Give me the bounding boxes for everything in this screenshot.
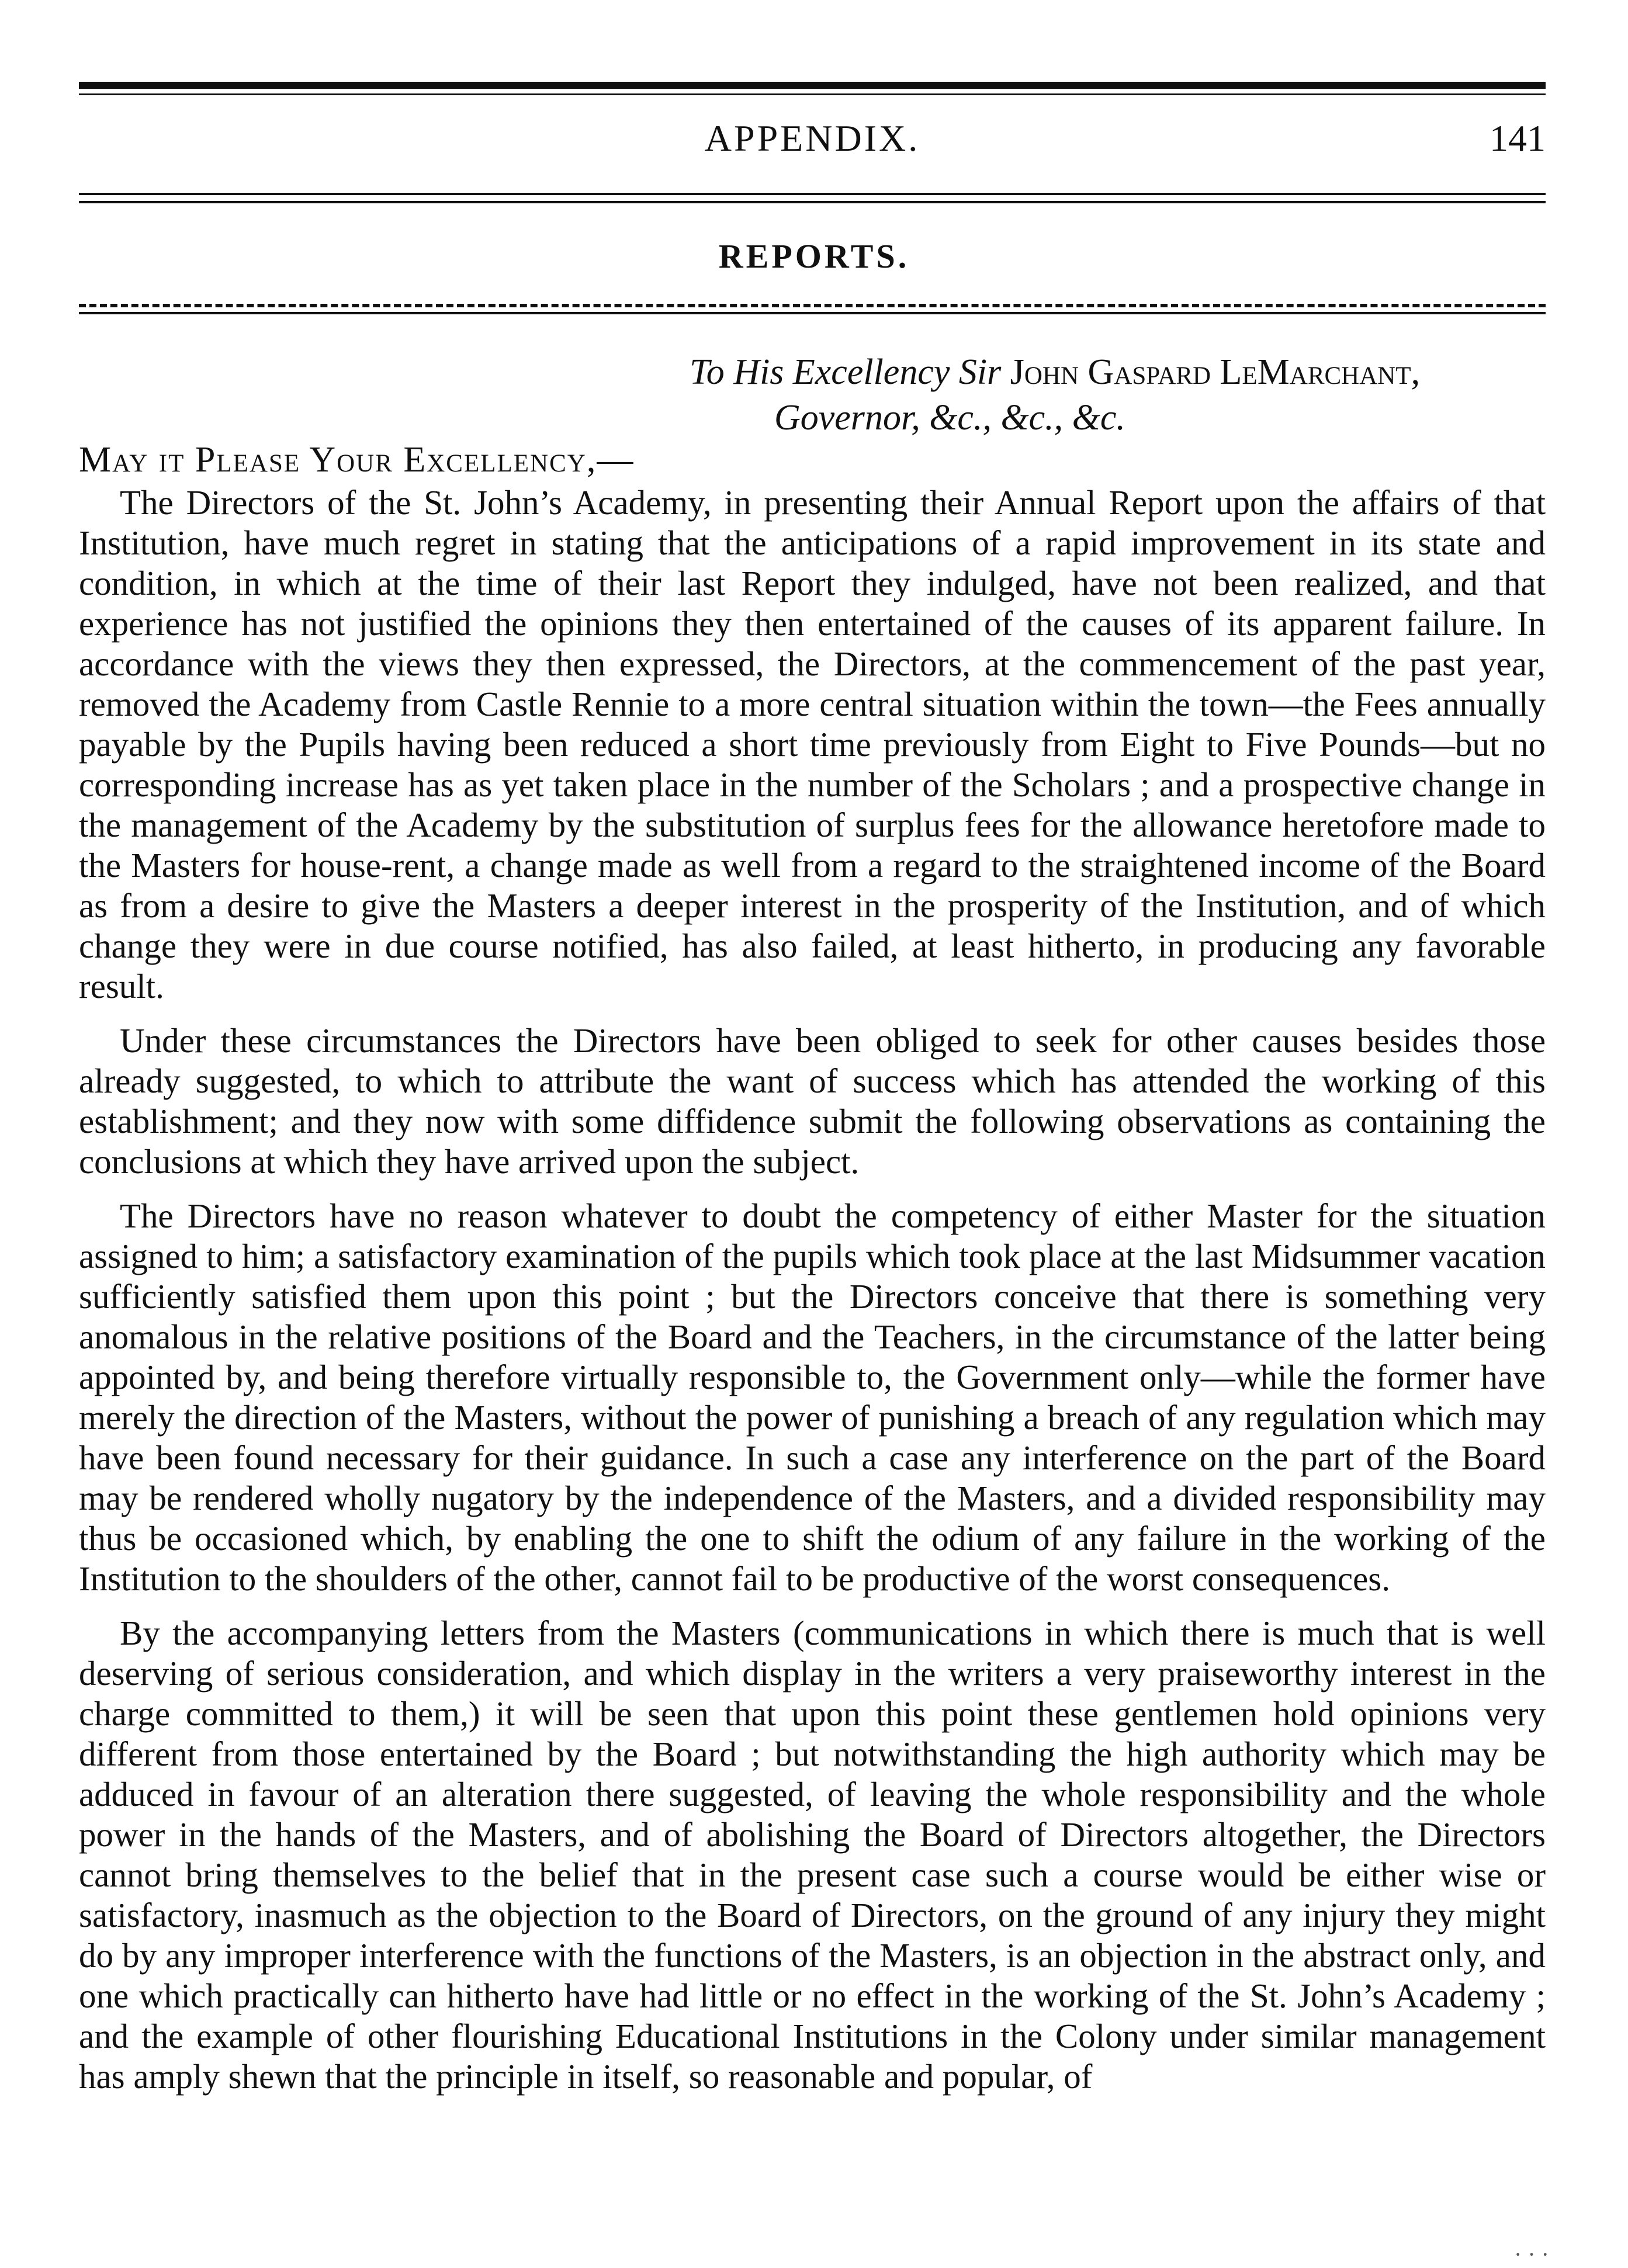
address-title: Governor, &c., &c., &c.	[774, 398, 1125, 438]
salutation: May it Please Your Excellency,—	[79, 440, 635, 480]
page-number: 141	[1490, 117, 1546, 159]
print-mark: · · ·	[1514, 2241, 1549, 2267]
address-name: John Gaspard LeMarchant,	[1010, 352, 1421, 392]
section-rule	[79, 312, 1546, 314]
address-to: To His Excellency Sir	[690, 352, 1002, 392]
paragraph-3: The Directors have no reason whatever to doubt the competency of either Master for the situation assigned to him; a satisfactory examination of the pupils which took place at the last Midsummer vacation sufficiently satisfied them upon this point ; but the Directors conceive that there is something very anomalous in the relative positions of the Board and the Teachers, in the circumstance of the latter being appointed by, and being therefore virtually responsible to, the Government only—while the former have merely the direction of the Masters, without the power of punishing a breach of any regulation which may have been found necessary for their guidance. In such a case any interference on the part of the Board may be rendered wholly nugatory by the independence of the Masters, and a divided responsibility may thus be occasioned which, by enabling the one to shift the odium of any failure in the working of the Institution to the shoulders of the other, cannot fail to be productive of the worst consequences.	[79, 1197, 1546, 1598]
address-line-1	[690, 349, 1549, 395]
address-block	[690, 349, 1549, 441]
top-rule-thin	[79, 93, 1546, 95]
paragraph-4: By the accompanying letters from the Masters (communications in which there is much that is well deserving of serious consideration, and which display in the writers a very praiseworthy interest in the charge committed to them,) it will be seen that upon this point these gentlemen hold opinions very different from those entertained by the Board ; but notwithstanding the high authority which may be adduced in favour of an alteration there suggested, of leaving the whole responsibility and the whole power in the hands of the Masters, and of abolishing the Board of Directors altogether, the Directors cannot bring themselves to the belief that in the present case such a course would be either wise or satisfactory, inasmuch as the objection to the Board of Directors, on the ground of any injury they might do by any improper interference with the functions of the Masters, is an objection in the abstract only, and one which practically can hitherto have had little or no effect in the working of the St. John’s Academy ; and the example of other flourishing Educational Institutions in the Colony under similar management has amply shewn that the principle in itself, so reasonable and popular, of	[79, 1614, 1546, 2096]
header-rule-upper	[79, 193, 1546, 195]
header-title: APPENDIX.	[704, 117, 920, 159]
section-title: REPORTS.	[718, 237, 910, 275]
section-dashed-rule	[79, 304, 1546, 307]
top-rule-thick	[79, 82, 1546, 89]
report-body	[79, 483, 1546, 2111]
paragraph-1: The Directors of the St. John’s Academy, in presenting their Annual Report upon the affairs of that Institution, have much regret in stating that the anticipations of a rapid improvement in its state and condition, in which at the time of their last Report they indulged, have not been realized, and that experience has not justified the opinions they then entertained of the causes of its apparent failure. In accordance with the views they then expressed, the Directors, at the commencement of the past year, removed the Academy from Castle Rennie to a more central situation within the town—the Fees annually payable by the Pupils having been reduced a short time previously from Eight to Five Pounds—but no corresponding increase has as yet taken place in the number of the Scholars ; and a prospective change in the management of the Academy by the substitution of surplus fees for the allowance heretofore made to the Masters for house-rent, a change made as well from a regard to the straightened income of the Board as from a desire to give the Masters a deeper interest in the prosperity of the Institution, and of which change they were in due course notified, has also failed, at least hitherto, in producing any favorable result.	[79, 483, 1546, 1005]
paragraph-2: Under these circumstances the Directors have been obliged to seek for other causes besides those already suggested, to which to attribute the want of success which has attended the working of this establishment; and they now with some diffidence submit the following observations as containing the conclusions at which they have arrived upon the subject.	[79, 1021, 1546, 1181]
header-rule-lower	[79, 201, 1546, 203]
running-header	[79, 117, 1546, 169]
